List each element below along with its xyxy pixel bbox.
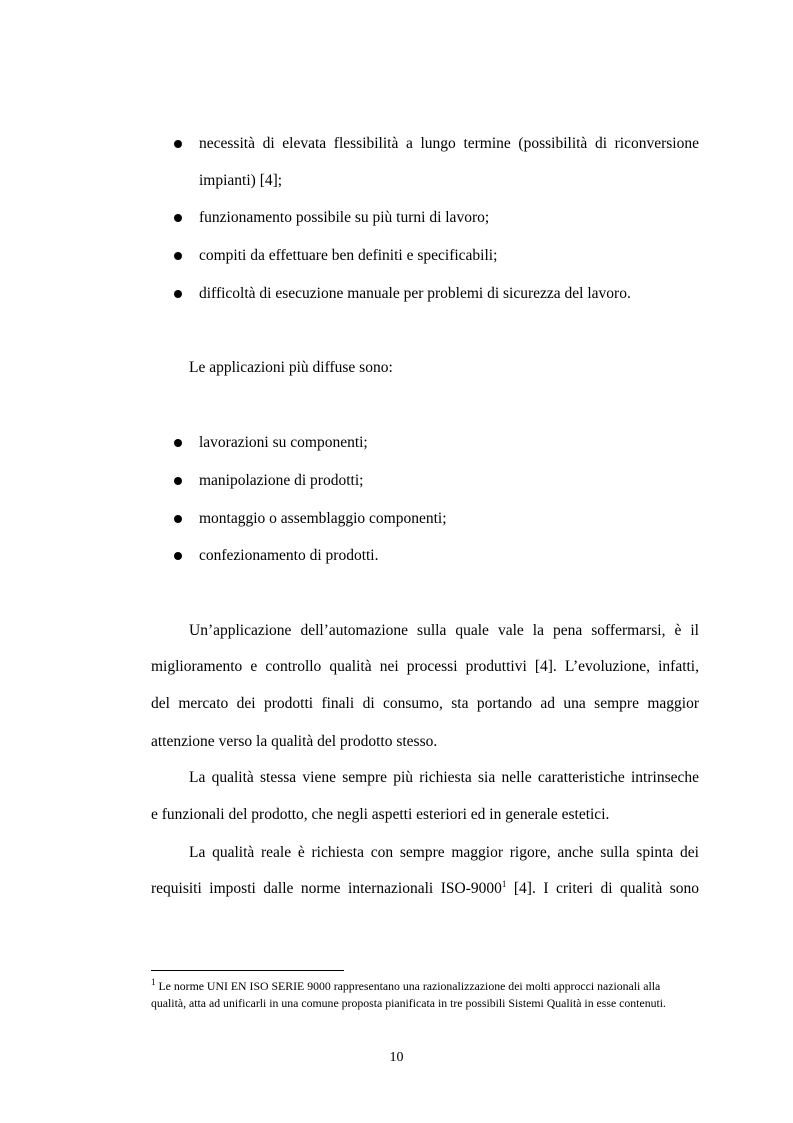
list-item: compiti da effettuare ben definiti e specificabili; <box>199 247 498 264</box>
intro-sentence: Le applicazioni più diffuse sono: <box>189 359 393 376</box>
bullet-icon <box>174 439 182 447</box>
list-item: confezionamento di prodotti. <box>199 547 379 564</box>
paragraph-line: Un’applicazione dell’automazione sulla quale vale la pena soffermarsi, è il <box>189 622 699 639</box>
bullet-icon <box>174 290 182 298</box>
bullet-icon <box>174 515 182 523</box>
paragraph-line: miglioramento e controllo qualità nei processi produttivi [4]. L’evoluzione, infatti, <box>151 658 699 675</box>
list-item: difficoltà di esecuzione manuale per problemi di sicurezza del lavoro. <box>199 285 631 302</box>
footnote-divider <box>151 970 344 971</box>
paragraph-line: del mercato dei prodotti finali di consumo, sta portando ad una sempre maggior <box>151 695 699 712</box>
bullet-icon <box>174 477 182 485</box>
footnote-text: Le norme UNI EN ISO SERIE 9000 rappresentano una razionalizzazione dei molti approcci nazionali alla <box>155 979 661 993</box>
paragraph-line: attenzione verso la qualità del prodotto stesso. <box>151 733 438 750</box>
footnote-line <box>151 978 741 994</box>
list-item: necessità di elevata flessibilità a lungo termine (possibilità di riconversione <box>199 135 699 152</box>
list-item: lavorazioni su componenti; <box>199 434 368 451</box>
page-number: 10 <box>389 1050 404 1065</box>
list-item: manipolazione di prodotti; <box>199 472 364 489</box>
footnote-line: qualità, atta ad unificarli in una comune proposta pianificata in tre possibili Sistemi Qualità in esse contenuti. <box>151 996 666 1010</box>
bullet-icon <box>174 552 182 560</box>
list-item: montaggio o assemblaggio componenti; <box>199 510 447 527</box>
list-item: funzionamento possibile su più turni di lavoro; <box>199 209 490 226</box>
text-segment: requisiti imposti dalle norme internazionali ISO-9000 <box>151 880 502 897</box>
footnote-reference[interactable]: 1 <box>501 878 507 889</box>
list-item-continuation: impianti) [4]; <box>199 172 283 189</box>
paragraph-line: La qualità reale è richiesta con sempre maggior rigore, anche sulla spinta dei <box>189 844 699 861</box>
bullet-icon <box>174 140 182 148</box>
footnote-marker: 1 <box>151 977 156 988</box>
paragraph-line: e funzionali del prodotto, che negli aspetti esteriori ed in generale estetici. <box>151 806 610 823</box>
paragraph-line: La qualità stessa viene sempre più richiesta sia nelle caratteristiche intrinseche <box>189 769 699 786</box>
bullet-icon <box>174 214 182 222</box>
text-segment: [4]. I criteri di qualità sono <box>506 880 699 897</box>
paragraph-line <box>151 879 699 899</box>
bullet-icon <box>174 252 182 260</box>
